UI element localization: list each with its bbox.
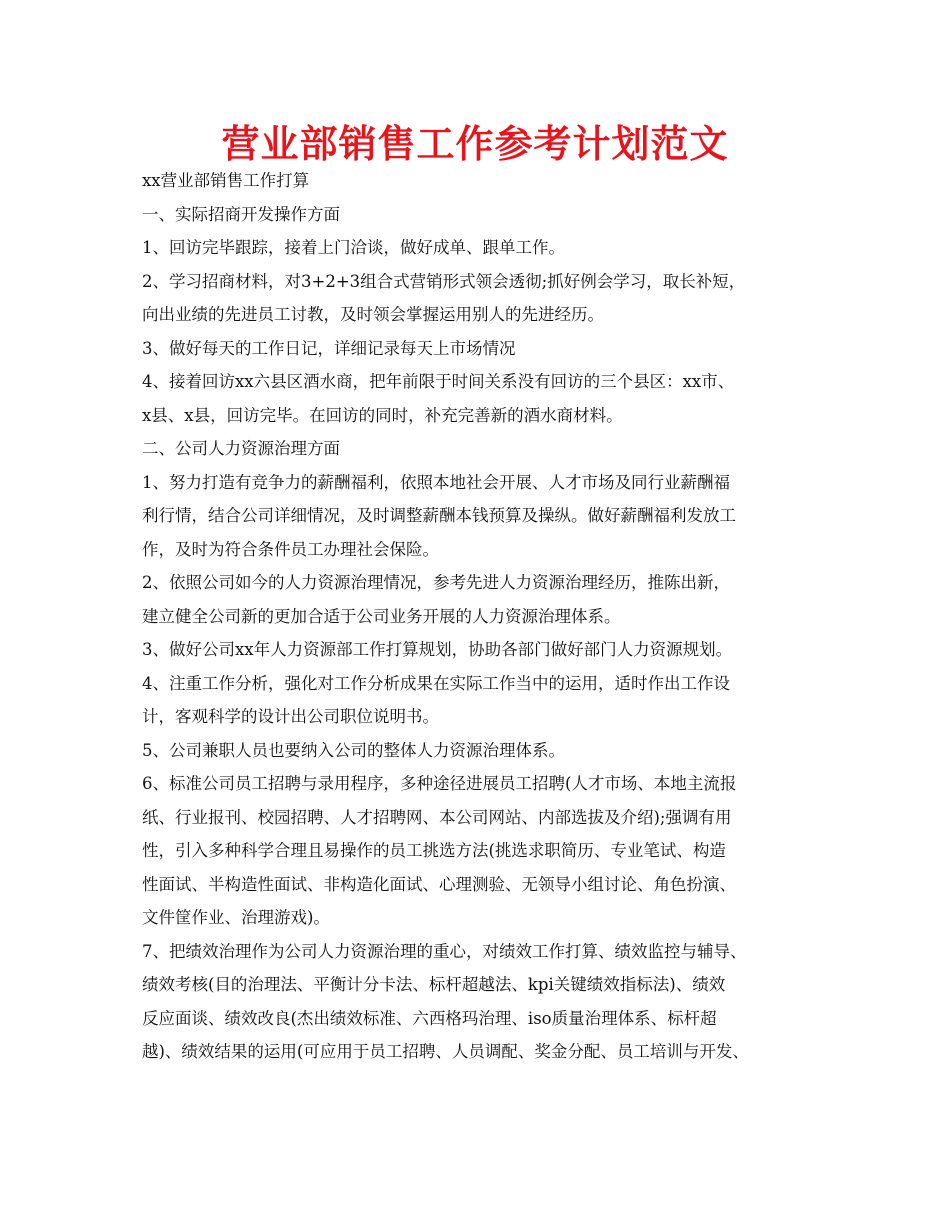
paragraph-line: 6、标准公司员工招聘与录用程序，多种途径进展员工招聘(人才市场、本地主流报 <box>142 774 737 793</box>
paragraph-line: xx营业部销售工作打算 <box>142 171 310 190</box>
paragraph-line: 2、依照公司如今的人力资源治理情况，参考先进人力资源治理经历，推陈出新， <box>142 573 730 592</box>
paragraph-line: 利行情，结合公司详细情况，及时调整薪酬本钱预算及操纵。做好薪酬福利发放工 <box>142 506 736 525</box>
paragraph-line: 5、公司兼职人员也要纳入公司的整体人力资源治理体系。 <box>142 740 565 760</box>
paragraph-line: 二、公司人力资源治理方面 <box>142 439 340 458</box>
paragraph-line: 建立健全公司新的更加合适于公司业务开展的人力资源治理体系。 <box>142 606 621 626</box>
document-body <box>142 164 830 1069</box>
paragraph-line: 7、把绩效治理作为公司人力资源治理的重心，对绩效工作打算、绩效监控与辅导、 <box>142 941 747 961</box>
paragraph-line: 性面试、半构造性面试、非构造化面试、心理测验、无领导小组讨论、角色扮演、 <box>142 874 736 894</box>
paragraph-line: 4、接着回访xx六县区酒水商，把年前限于时间关系没有回访的三个县区：xx市、 <box>142 372 735 391</box>
paragraph-line: 作，及时为符合条件员工办理社会保险。 <box>142 539 439 559</box>
paragraph-line: 文件筐作业、治理游戏)。 <box>142 908 330 927</box>
document-title: 营业部销售工作参考计划范文 <box>221 122 729 166</box>
paragraph-line: x县、x县，回访完毕。在回访的同时，补充完善新的酒水商材料。 <box>142 405 623 425</box>
paragraph-line: 计，客观科学的设计出公司职位说明书。 <box>142 707 439 726</box>
paragraph-line: 越)、绩效结果的运用(可应用于员工招聘、人员调配、奖金分配、员工培训与开发、 <box>142 1042 749 1061</box>
paragraph-line: 反应面谈、绩效改良(杰出绩效标准、六西格玛治理、iso质量治理体系、标杆超 <box>142 1008 717 1028</box>
paragraph-line: 1、努力打造有竞争力的薪酬福利，依照本地社会开展、人才市场及同行业薪酬福 <box>142 472 730 492</box>
paragraph-line: 1、回访完毕跟踪，接着上门洽谈，做好成单、跟单工作。 <box>142 238 565 257</box>
paragraph-line: 向出业绩的先进员工讨教，及时领会掌握运用别人的先进经历。 <box>142 305 604 324</box>
paragraph-line: 性，引入多种科学合理且易操作的员工挑选方法(挑选求职简历、专业笔试、构造 <box>142 841 726 860</box>
paragraph-line: 2、学习招商材料，对3+2+3组合式营销形式领会透彻;抓好例会学习，取长补短， <box>142 271 746 291</box>
paragraph-line: 3、做好公司xx年人力资源部工作打算规划，协助各部门做好部门人力资源规划。 <box>142 640 733 659</box>
paragraph-line: 一、实际招商开发操作方面 <box>142 204 340 224</box>
paragraph-line: 4、注重工作分析，强化对工作分析成果在实际工作当中的运用，适时作出工作设 <box>142 673 730 693</box>
paragraph-line: 纸、行业报刊、校园招聘、人才招聘网、本公司网站、内部选拔及介绍);强调有用 <box>142 807 732 827</box>
paragraph-line: 绩效考核(目的治理法、平衡计分卡法、标杆超越法、kpi关键绩效指标法)、绩效 <box>142 975 726 994</box>
paragraph-line: 3、做好每天的工作日记，详细记录每天上市场情况 <box>142 338 516 358</box>
